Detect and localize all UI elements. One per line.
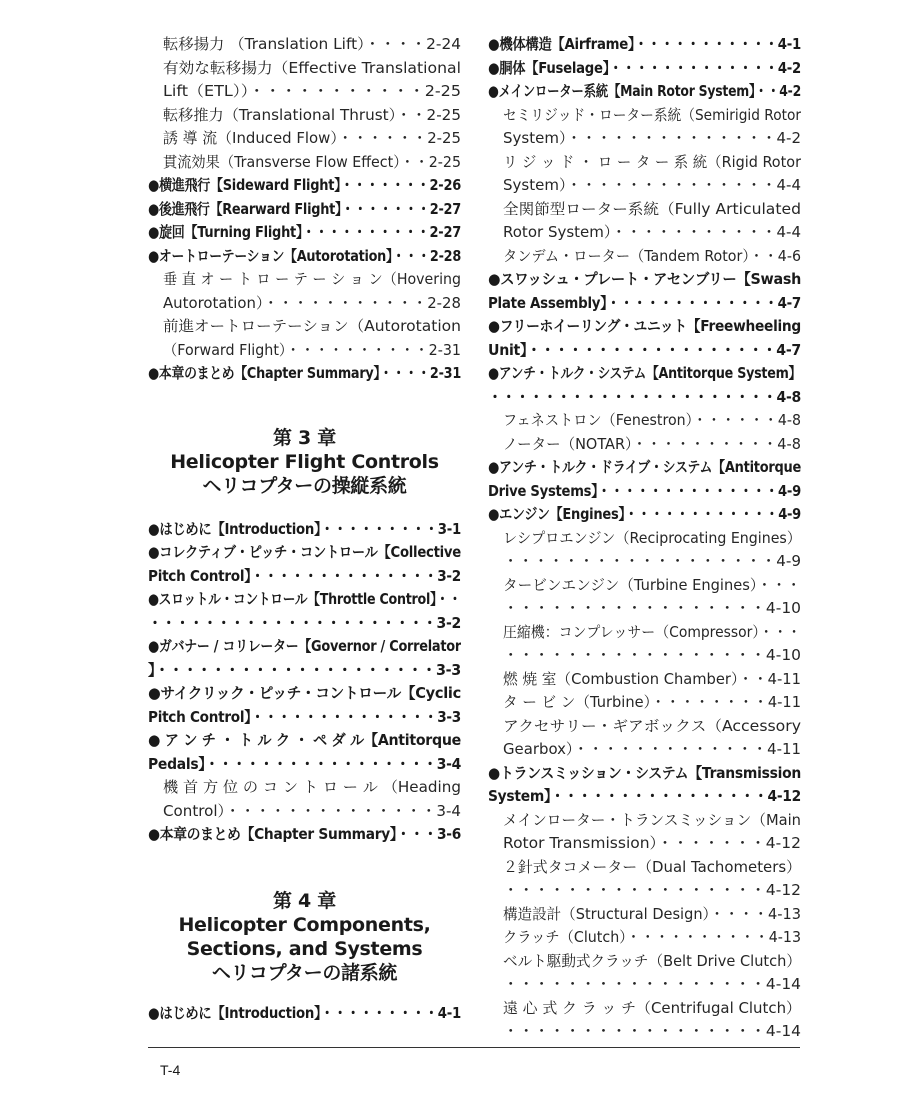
toc-subentry: メインローター・トランスミッション（Main	[503, 810, 801, 829]
toc-entry: System】・・・・・・・・・・・・・・・・4-12	[488, 787, 801, 805]
toc-entry: ●サイクリック・ピッチ・コントロール【Cyclic	[148, 684, 461, 702]
toc-subentry: 誘 導 流（Induced Flow）・・・・・・2-25	[163, 129, 461, 147]
toc-entry: ●スロットル・コントロール【Throttle Control】・・	[148, 590, 461, 608]
chapter-3-title-en: Helicopter Flight Controls	[170, 450, 439, 473]
toc-entry: ●アンチ・トルク・システム【Antitorque System】	[488, 364, 801, 382]
toc-subentry: System）・・・・・・・・・・・・・・4-2	[503, 129, 801, 147]
toc-entry: ●コレクティブ・ピッチ・コントロール【Collective	[148, 543, 461, 561]
toc-entry: ・・・・・・・・・・・・・・・・・・・・・3-2	[148, 613, 461, 632]
toc-entry: ●フリーホイーリング・ユニット【Freewheeling	[488, 317, 801, 335]
toc-entry: Unit】・・・・・・・・・・・・・・・・・・4-7	[488, 340, 801, 359]
toc-subentry: 圧縮機：コンプレッサー（Compressor）・・・	[503, 622, 801, 641]
toc-subentry: ・・・・・・・・・・・・・・・・・4-14	[503, 975, 801, 993]
toc-subentry: ・・・・・・・・・・・・・・・・・4-10	[503, 646, 801, 664]
toc-entry: ●トランスミッション・システム【Transmission	[488, 763, 801, 782]
toc-subentry: 有効な転移揚力（Effective Translational	[163, 58, 461, 77]
toc-entry: ●スワッシュ・プレート・アセンブリー【Swash	[488, 270, 801, 288]
toc-subentry: アクセサリー・ギアボックス（Accessory	[503, 716, 801, 735]
toc-entry: Plate Assembly】・・・・・・・・・・・・・4-7	[488, 293, 801, 312]
toc-subentry: 燃 焼 室（Combustion Chamber）・・4-11	[503, 669, 801, 688]
toc-subentry: （Forward Flight）・・・・・・・・・・2-31	[163, 340, 461, 359]
toc-entry: ●本章のまとめ【Chapter Summary】・・・・2-31	[148, 364, 461, 382]
toc-entry: ●はじめに【Introduction】・・・・・・・・・4-1	[148, 1003, 461, 1022]
toc-subentry: タ ー ビ ン（Turbine）・・・・・・・・4-11	[503, 693, 801, 711]
toc-entry: Pitch Control】・・・・・・・・・・・・・・3-3	[148, 707, 461, 726]
toc-subentry: 機 首 方 位 の コ ン ト ロ ー ル （Heading	[163, 778, 461, 796]
toc-entry: ●オートローテーション【Autorotation】・・・2-28	[148, 246, 461, 265]
toc-entry: Pitch Control】・・・・・・・・・・・・・・3-2	[148, 566, 461, 585]
toc-subentry: セミリジッド・ローター系統（Semirigid Rotor	[503, 105, 801, 124]
toc-entry: Drive Systems】・・・・・・・・・・・・・・4-9	[488, 481, 801, 500]
toc-entry: ●本章のまとめ【Chapter Summary】・・・3-6	[148, 825, 461, 843]
chapter-4-title-en-line1: Helicopter Components,	[178, 913, 431, 936]
toc-subentry: 転移推力（Translational Thrust）・・2-25	[163, 105, 461, 124]
toc-subentry: 構造設計（Structural Design）・・・・4-13	[503, 904, 801, 923]
page-number: T-4	[160, 1062, 181, 1078]
toc-subentry: 全関節型ローター系統（Fully Articulated	[503, 199, 801, 218]
toc-entry: 】・・・・・・・・・・・・・・・・・・・・3-3	[148, 660, 461, 679]
toc-subentry: 遠 心 式 ク ラ ッ チ（Centrifugal Clutch）	[503, 998, 801, 1017]
toc-entry: ・・・・・・・・・・・・・・・・・・・・・4-8	[488, 387, 801, 406]
toc-entry: ●エンジン【Engines】・・・・・・・・・・・・4-9	[488, 505, 801, 523]
left-column	[148, 33, 461, 1025]
toc-entry: ●横進飛行【Sideward Flight】・・・・・・・2-26	[148, 176, 461, 194]
toc-subentry: 垂 直 オ ー ト ロ ー テ ー シ ョ ン（Hovering	[163, 270, 461, 288]
toc-subentry: 貫流効果（Transverse Flow Effect）・・2-25	[163, 152, 461, 171]
right-column	[488, 33, 801, 1044]
chapter-3-heading	[148, 426, 461, 498]
chapter-4-title-en-line2: Sections, and Systems	[186, 937, 423, 960]
toc-group-chapter4-start	[148, 1002, 461, 1026]
toc-subentry: System）・・・・・・・・・・・・・・4-4	[503, 176, 801, 194]
chapter-3-title-ja: ヘリコプターの操縦系統	[202, 474, 407, 497]
chapter-3-number: 第 3 章	[273, 426, 336, 449]
toc-subentry: Lift（ETL））・・・・・・・・・・・2-25	[163, 82, 461, 100]
toc-entry: ●胴体【Fuselage】・・・・・・・・・・・・・4-2	[488, 58, 801, 77]
footer-rule	[148, 1047, 800, 1048]
toc-subentry: ・・・・・・・・・・・・・・・・・4-14	[503, 1022, 801, 1040]
toc-subentry: タービンエンジン（Turbine Engines）・・・	[503, 575, 801, 594]
toc-entry: ●旋回【Turning Flight】・・・・・・・・・・2-27	[148, 223, 461, 241]
chapter-4-heading	[148, 889, 461, 985]
toc-subentry: ・・・・・・・・・・・・・・・・・4-12	[503, 881, 801, 899]
toc-entry: ●後進飛行【Rearward Flight】・・・・・・・2-27	[148, 199, 461, 218]
toc-entry: ●ガバナー / コリレーター【Governor / Correlator	[148, 637, 461, 655]
toc-entry: ● ア ン チ ・ ト ル ク ・ ペ ダ ル【Antitorque	[148, 731, 461, 749]
toc-subentry: フェネストロン（Fenestron）・・・・・・4-8	[503, 411, 801, 429]
toc-subentry: レシプロエンジン（Reciprocating Engines）	[503, 528, 801, 547]
toc-group-chapter4	[488, 33, 801, 1044]
toc-subentry: ・・・・・・・・・・・・・・・・・4-10	[503, 599, 801, 617]
toc-subentry: Rotor Transmission）・・・・・・・4-12	[503, 834, 801, 852]
toc-subentry: 前進オートローテーション（Autorotation	[163, 317, 461, 335]
toc-subentry: Rotor System）・・・・・・・・・・・4-4	[503, 223, 801, 241]
toc-subentry: Gearbox）・・・・・・・・・・・・・4-11	[503, 740, 801, 758]
toc-subentry: ２針式タコメーター（Dual Tachometers）	[503, 857, 801, 876]
toc-subentry: ベルト駆動式クラッチ（Belt Drive Clutch）	[503, 951, 801, 970]
toc-subentry: タンデム・ローター（Tandem Rotor）・・4-6	[503, 246, 801, 265]
toc-subentry: ・・・・・・・・・・・・・・・・・・4-9	[503, 552, 801, 570]
toc-entry: ●メインローター系統【Main Rotor System】・・4-2	[488, 82, 801, 100]
toc-subentry: Autorotation）・・・・・・・・・・・2-28	[163, 293, 461, 312]
toc-group-chapter3	[148, 518, 461, 847]
toc-entry: ●アンチ・トルク・ドライブ・システム【Antitorque	[488, 458, 801, 476]
toc-entry: Pedals】・・・・・・・・・・・・・・・・・3-4	[148, 754, 461, 773]
chapter-4-title-ja: ヘリコプターの諸系統	[211, 961, 398, 984]
toc-subentry: クラッチ（Clutch）・・・・・・・・・・4-13	[503, 928, 801, 946]
toc-entry: ●機体構造【Airframe】・・・・・・・・・・・4-1	[488, 35, 801, 53]
toc-subentry: リ ジ ッ ド ・ ロ ー タ ー 系 統（Rigid Rotor	[503, 152, 801, 171]
toc-subentry: 転移揚力 （Translation Lift）・・・・2-24	[163, 35, 461, 53]
toc-subentry: Control）・・・・・・・・・・・・・・3-4	[163, 801, 461, 820]
toc-entry: ●はじめに【Introduction】・・・・・・・・・3-1	[148, 519, 461, 538]
toc-group-chapter2-tail	[148, 33, 461, 386]
toc-subentry: ノーター（NOTAR）・・・・・・・・・・4-8	[503, 434, 801, 453]
chapter-4-number: 第 4 章	[273, 889, 336, 912]
